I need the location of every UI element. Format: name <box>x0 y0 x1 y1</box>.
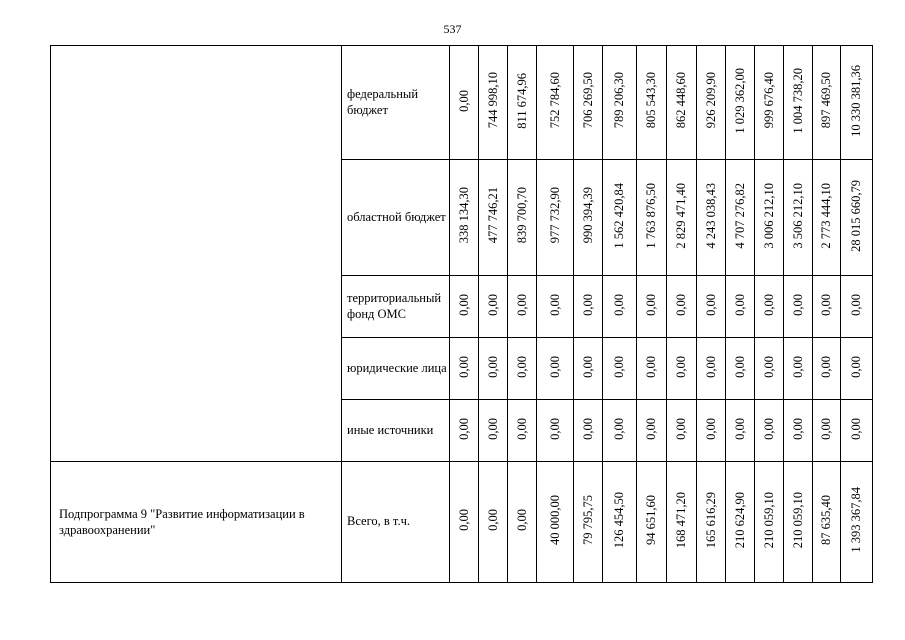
cell-value: 0,00 <box>485 417 500 440</box>
table-row-federal-budget <box>51 46 873 160</box>
value-cell <box>667 338 697 400</box>
value-cell <box>574 462 603 583</box>
value-cell <box>450 276 479 338</box>
cell-value: 0,00 <box>732 355 747 378</box>
value-cell <box>841 338 873 400</box>
value-cell <box>841 46 873 160</box>
value-cell <box>841 400 873 462</box>
value-cell <box>637 46 667 160</box>
value-cell <box>784 276 813 338</box>
cell-value: 0,00 <box>514 293 529 316</box>
value-cell <box>508 276 537 338</box>
value-cell <box>479 462 508 583</box>
cell-value: 0,00 <box>819 417 833 440</box>
cell-value: 0,00 <box>514 417 529 440</box>
funding-source-label: федеральный бюджет <box>342 46 450 160</box>
cell-value: 0,00 <box>849 417 863 440</box>
cell-value: 0,00 <box>580 417 595 440</box>
cell-value: 0,00 <box>456 417 471 440</box>
value-cell <box>755 400 784 462</box>
value-cell <box>479 400 508 462</box>
cell-value: 0,00 <box>456 509 471 531</box>
value-cell <box>667 400 697 462</box>
cell-value: 805 543,30 <box>644 72 658 129</box>
cell-value: 0,00 <box>456 355 471 378</box>
cell-value: 0,00 <box>849 293 863 316</box>
value-cell <box>537 46 574 160</box>
value-cell <box>697 338 726 400</box>
cell-value: 4 243 038,43 <box>703 182 718 249</box>
cell-value: 0,00 <box>644 417 658 440</box>
cell-value: 926 209,90 <box>703 72 718 129</box>
cell-value: 0,00 <box>514 509 529 531</box>
value-cell <box>813 46 841 160</box>
cell-value: 2 829 471,40 <box>674 182 688 249</box>
cell-value: 0,00 <box>612 417 626 440</box>
cell-value: 1 763 876,50 <box>644 182 658 249</box>
cell-value: 0,00 <box>514 355 529 378</box>
cell-value: 1 004 738,20 <box>790 67 805 134</box>
value-cell <box>603 462 637 583</box>
cell-value: 0,00 <box>547 417 562 440</box>
cell-value: 210 059,10 <box>761 491 776 549</box>
cell-value: 28 015 660,79 <box>849 179 863 252</box>
value-cell <box>726 46 755 160</box>
value-cell <box>637 160 667 276</box>
subprogram-total-label: Всего, в т.ч. <box>342 462 450 583</box>
value-cell <box>574 46 603 160</box>
cell-value: 0,00 <box>703 417 718 440</box>
cell-value: 999 676,40 <box>761 72 776 129</box>
cell-value: 839 700,70 <box>514 187 529 244</box>
value-cell <box>479 46 508 160</box>
cell-value: 168 471,20 <box>674 491 688 549</box>
cell-value: 897 469,50 <box>819 72 833 129</box>
cell-value: 0,00 <box>732 417 747 440</box>
value-cell <box>537 338 574 400</box>
cell-value: 990 394,39 <box>580 187 595 244</box>
cell-value: 811 674,96 <box>514 72 529 129</box>
value-cell <box>784 160 813 276</box>
value-cell <box>479 338 508 400</box>
cell-value: 0,00 <box>580 355 595 378</box>
cell-value: 706 269,50 <box>580 72 595 129</box>
value-cell <box>637 276 667 338</box>
value-cell <box>697 160 726 276</box>
value-cell <box>813 160 841 276</box>
cell-value: 0,00 <box>456 293 471 316</box>
value-cell <box>813 400 841 462</box>
funding-source-label: юридические лица <box>342 338 450 400</box>
value-cell <box>755 160 784 276</box>
cell-value: 862 448,60 <box>674 72 688 129</box>
empty-name-cell <box>51 46 342 462</box>
value-cell <box>479 276 508 338</box>
value-cell <box>574 400 603 462</box>
cell-value: 0,00 <box>674 417 688 440</box>
cell-value: 0,00 <box>612 293 626 316</box>
value-cell <box>508 462 537 583</box>
value-cell <box>603 46 637 160</box>
cell-value: 2 773 444,10 <box>819 182 833 249</box>
value-cell <box>479 160 508 276</box>
value-cell <box>726 400 755 462</box>
funding-source-label: территориальный фонд ОМС <box>342 276 450 338</box>
value-cell <box>450 338 479 400</box>
value-cell <box>755 338 784 400</box>
cell-value: 0,00 <box>761 293 776 316</box>
cell-value: 0,00 <box>547 293 562 316</box>
value-cell <box>537 462 574 583</box>
subprogram-name: Подпрограмма 9 "Развитие информатизации в здравоохранении" <box>51 462 342 583</box>
value-cell <box>637 462 667 583</box>
value-cell <box>755 276 784 338</box>
value-cell <box>637 400 667 462</box>
value-cell <box>603 400 637 462</box>
table-row-subprogram-9 <box>51 462 873 583</box>
cell-value: 0,00 <box>819 293 833 316</box>
value-cell <box>508 160 537 276</box>
cell-value: 0,00 <box>644 293 658 316</box>
value-cell <box>726 276 755 338</box>
cell-value: 0,00 <box>674 355 688 378</box>
value-cell <box>784 400 813 462</box>
cell-value: 1 029 362,00 <box>732 67 747 134</box>
cell-value: 4 707 276,82 <box>732 182 747 249</box>
value-cell <box>450 462 479 583</box>
value-cell <box>784 46 813 160</box>
cell-value: 0,00 <box>761 417 776 440</box>
cell-value: 752 784,60 <box>547 72 562 129</box>
value-cell <box>450 46 479 160</box>
cell-value: 87 635,40 <box>819 495 833 545</box>
value-cell <box>603 276 637 338</box>
value-cell <box>726 160 755 276</box>
value-cell <box>726 462 755 583</box>
value-cell <box>574 338 603 400</box>
cell-value: 0,00 <box>790 293 805 316</box>
cell-value: 210 624,90 <box>732 491 747 549</box>
funding-source-label: иные источники <box>342 400 450 462</box>
value-cell <box>813 276 841 338</box>
cell-value: 338 134,30 <box>456 187 471 244</box>
cell-value: 977 732,90 <box>547 187 562 244</box>
cell-value: 0,00 <box>485 293 500 316</box>
cell-value: 744 998,10 <box>485 72 500 129</box>
value-cell <box>784 338 813 400</box>
cell-value: 0,00 <box>732 293 747 316</box>
cell-value: 0,00 <box>547 355 562 378</box>
value-cell <box>697 400 726 462</box>
cell-value: 0,00 <box>485 509 500 531</box>
cell-value: 0,00 <box>580 293 595 316</box>
cell-value: 210 059,10 <box>790 491 805 549</box>
value-cell <box>603 338 637 400</box>
cell-value: 0,00 <box>456 89 471 112</box>
value-cell <box>667 46 697 160</box>
cell-value: 477 746,21 <box>485 187 500 244</box>
value-cell <box>450 400 479 462</box>
value-cell <box>697 46 726 160</box>
cell-value: 40 000,00 <box>547 495 562 545</box>
value-cell <box>574 160 603 276</box>
cell-value: 3 506 212,10 <box>790 182 805 249</box>
value-cell <box>755 462 784 583</box>
cell-value: 0,00 <box>703 293 718 316</box>
value-cell <box>537 400 574 462</box>
cell-value: 0,00 <box>819 355 833 378</box>
budget-table <box>50 45 873 583</box>
value-cell <box>841 462 873 583</box>
cell-value: 79 795,75 <box>580 495 595 545</box>
cell-value: 0,00 <box>761 355 776 378</box>
cell-value: 0,00 <box>790 355 805 378</box>
value-cell <box>697 462 726 583</box>
value-cell <box>667 160 697 276</box>
cell-value: 0,00 <box>849 355 863 378</box>
value-cell <box>813 462 841 583</box>
cell-value: 0,00 <box>485 355 500 378</box>
value-cell <box>667 276 697 338</box>
value-cell <box>537 160 574 276</box>
value-cell <box>755 46 784 160</box>
value-cell <box>603 160 637 276</box>
cell-value: 789 206,30 <box>612 72 626 129</box>
value-cell <box>726 338 755 400</box>
cell-value: 94 651,60 <box>644 495 658 545</box>
cell-value: 165 616,29 <box>703 491 718 549</box>
value-cell <box>784 462 813 583</box>
cell-value: 0,00 <box>790 417 805 440</box>
funding-source-label: областной бюджет <box>342 160 450 276</box>
cell-value: 1 393 367,84 <box>849 487 863 553</box>
value-cell <box>574 276 603 338</box>
cell-value: 3 006 212,10 <box>761 182 776 249</box>
cell-value: 0,00 <box>612 355 626 378</box>
cell-value: 0,00 <box>703 355 718 378</box>
value-cell <box>450 160 479 276</box>
value-cell <box>508 400 537 462</box>
value-cell <box>537 276 574 338</box>
value-cell <box>813 338 841 400</box>
value-cell <box>637 338 667 400</box>
cell-value: 10 330 381,36 <box>849 64 863 137</box>
value-cell <box>508 46 537 160</box>
value-cell <box>841 276 873 338</box>
cell-value: 126 454,50 <box>612 491 626 549</box>
value-cell <box>697 276 726 338</box>
cell-value: 1 562 420,84 <box>612 182 626 249</box>
cell-value: 0,00 <box>644 355 658 378</box>
value-cell <box>841 160 873 276</box>
value-cell <box>667 462 697 583</box>
value-cell <box>508 338 537 400</box>
page-number: 537 <box>443 22 462 36</box>
cell-value: 0,00 <box>674 293 688 316</box>
